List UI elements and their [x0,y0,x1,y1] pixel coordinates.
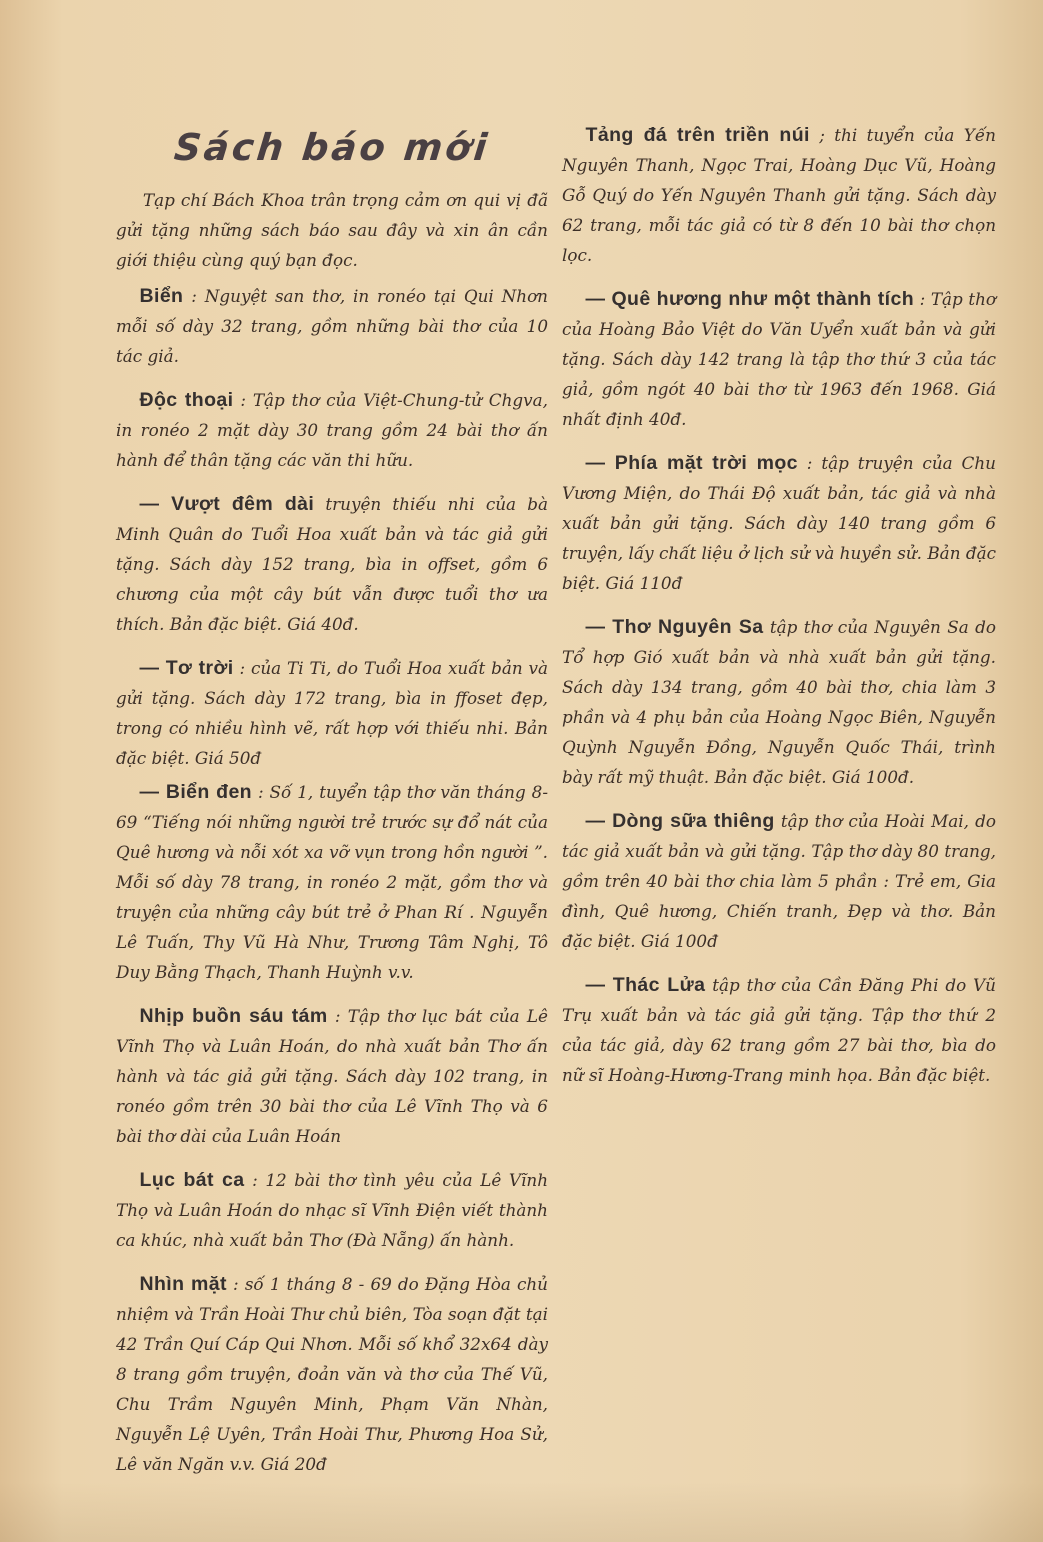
intro-paragraph: Tạp chí Bách Khoa trân trọng cảm ơn qui vị đã gửi tặng những sách báo sau đây và xin ân cần giới thiệu cùng quý bạn đọc. [116,190,548,270]
entry-body: tập thơ của Cần Đăng Phi do Vũ Trụ xuất bản và tác giả gửi tặng. Tập thơ thứ 2 của tác giả, dày 62 trang gồm 27 bài thơ, bìa do nữ sĩ Hoàng-Hương-Trang minh họa. Bản đặc biệt. [562,975,996,1085]
entry-doc-thoai [116,385,548,475]
entry-dong-sua-thieng [562,806,996,956]
entry-nhin-mat [116,1269,548,1479]
entry-body: : Số 1, tuyển tập thơ văn tháng 8-69 “Tiếng nói những người trẻ trước sự đổ nát của Quê hương và nỗi xót xa vỡ vụn trong hồn người ”. Mỗi số dày 78 trang, in ronéo 2 mặt, gồm thơ và truyện của những cây bút trẻ ở Phan Rí . Nguyễn Lê Tuấn, Thy Vũ Hà Như, Trương Tâm Nghị, Tô Duy Bằng Thạch, Thanh Huỳnh v.v. [116,782,548,982]
entry-body: : của Ti Ti, do Tuổi Hoa xuất bản và gửi tặng. Sách dày 172 trang, bìa in ffoset đẹp, trong có nhiều hình vẽ, rất hợp với thiếu nhi. Bản đặc biệt. Giá 50đ [116,658,548,768]
entry-body: ; thi tuyển của Yến Nguyên Thanh, Ngọc Trai, Hoàng Dục Vũ, Hoàng Gỗ Quý do Yến Nguyên Thanh gửi tặng. Sách dày 62 trang, mỗi tác giả có từ 8 đến 10 bài thơ chọn lọc. [562,125,996,265]
entry-body: : Nguyệt san thơ, in ronéo tại Qui Nhơn mỗi số dày 32 trang, gồm những bài thơ của 10 tác giả. [116,286,548,366]
entry-heading: — Quê hương như một thành tích [585,288,915,310]
entry-body: tập thơ của Nguyên Sa do Tổ hợp Gió xuất bản và nhà xuất bản gửi tặng. Sách dày 134 trang, gồm 40 bài thơ, chia làm 3 phần và 4 phụ bản của Hoàng Ngọc Biên, Nguyễn Quỳnh Nguyễn Đồng, Nguyễn Quốc Thái, trình bày rất mỹ thuật. Bản đặc biệt. Giá 100đ. [562,617,996,787]
entry-bien-den [116,777,548,987]
entry-body: : Tập thơ của Việt-Chung-tử Chgva, in ronéo 2 mặt dày 30 trang gồm 24 bài thơ ấn hành để thân tặng các văn thi hữu. [116,390,548,470]
entry-heading: — Dòng sữa thiêng [585,810,775,832]
entry-phia-mat-troi-moc [562,448,996,598]
entry-body: : tập truyện của Chu Vương Miện, do Thái Độ xuất bản, tác giả và nhà xuất bản gửi tặng. Sách dày 140 trang gồm 6 truyện, lấy chất liệu ở lịch sử và huyền sử. Bản đặc biệt. Giá 110đ [562,453,996,593]
section-title: Sách báo mới [172,126,492,169]
entry-heading: — Phía mặt trời mọc [585,452,798,474]
entry-heading: Tảng đá trên triền núi [585,124,810,146]
entry-body: tập thơ của Hoài Mai, do tác giả xuất bản và gửi tặng. Tập thơ dày 80 trang, gồm trên 40 bài thơ chia làm 5 phần : Trẻ em, Gia đình, Quê hương, Chiến tranh, Đẹp và thơ. Bản đặc biệt. Giá 100đ [562,811,996,951]
entry-heading: Biển [139,285,184,307]
entry-heading: Nhịp buồn sáu tám [139,1005,328,1027]
entry-heading: — Thác Lửa [585,974,706,996]
entry-bien [116,281,548,371]
entry-to-troi [116,653,548,773]
right-column [562,120,996,1094]
entry-que-huong-nhu-mot-thanh-tich [562,284,996,434]
entry-body: : Tập thơ của Hoàng Bảo Việt do Văn Uyển xuất bản và gửi tặng. Sách dày 142 trang là tập thơ thứ 3 của tác giả, gồm ngót 40 bài thơ từ 1963 đến 1968. Giá nhất định 40đ. [562,289,996,429]
entry-heading: — Vượt đêm dài [139,493,315,515]
entry-nhip-buon-sau-tam [116,1001,548,1151]
entry-tang-da-tren-trien-nui [562,120,996,270]
left-column [116,120,548,1483]
entry-body: truyện thiếu nhi của bà Minh Quân do Tuổi Hoa xuất bản và tác giả gửi tặng. Sách dày 152 trang, bìa in offset, gồm 6 chương của một cây bút vẫn được tuổi thơ ưa thích. Bản đặc biệt. Giá 40đ. [116,494,548,634]
entry-heading: Lục bát ca [139,1169,245,1191]
entry-luc-bat-ca [116,1165,548,1255]
entry-heading: — Thơ Nguyên Sa [585,616,764,638]
entry-heading: Độc thoại [139,389,234,411]
entry-body: : 12 bài thơ tình yêu của Lê Vĩnh Thọ và Luân Hoán do nhạc sĩ Vĩnh Điện viết thành ca khúc, nhà xuất bản Thơ (Đà Nẵng) ấn hành. [116,1170,548,1250]
entry-tho-nguyen-sa [562,612,996,792]
entry-heading: — Tơ trời [139,657,234,679]
entry-thac-lua [562,970,996,1090]
entry-heading: Nhìn mặt [139,1273,227,1295]
entry-body: : Tập thơ lục bát của Lê Vĩnh Thọ và Luân Hoán, do nhà xuất bản Thơ ấn hành và tác giả gửi tặng. Sách dày 102 trang, in ronéo gồm trên 30 bài thơ của Lê Vĩnh Thọ và 6 bài thơ dài của Luân Hoán [116,1006,548,1146]
entry-body: : số 1 tháng 8 - 69 do Đặng Hòa chủ nhiệm và Trần Hoài Thư chủ biên, Tòa soạn đặt tại 42 Trần Quí Cáp Qui Nhơn. Mỗi số khổ 32x64 dày 8 trang gồm truyện, đoản văn và thơ của Thế Vũ, Chu Trầm Nguyên Minh, Phạm Văn Nhàn, Nguyễn Lệ Uyên, Trần Hoài Thư, Phương Hoa Sử, Lê văn Ngăn v.v. Giá 20đ [116,1274,548,1474]
entry-heading: — Biển đen [139,781,252,803]
entry-vuot-dem-dai [116,489,548,639]
